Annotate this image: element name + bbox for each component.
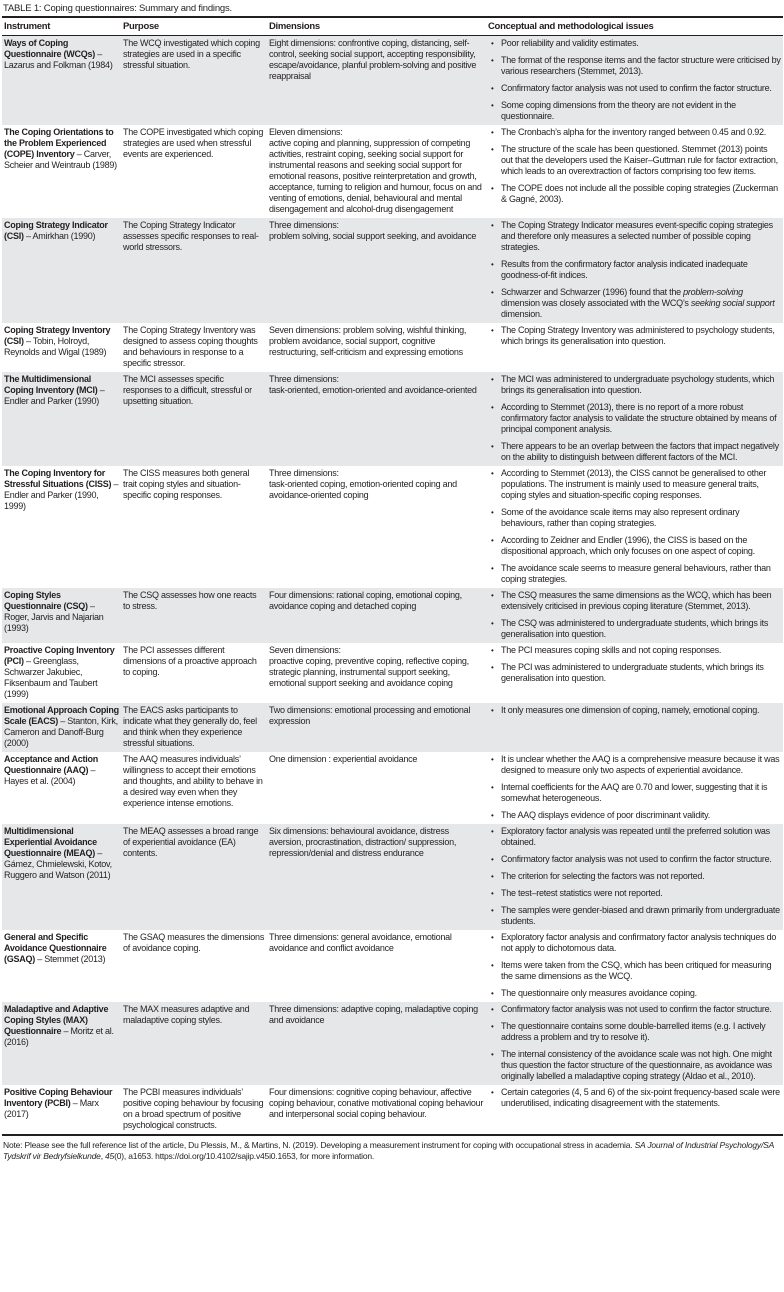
instrument-authors: – Endler and Parker (1990)	[4, 385, 105, 406]
table-title: Coping questionnaires: Summary and findings.	[41, 3, 232, 14]
dimensions-cell: Seven dimensions: proactive coping, preventive coping, reflective coping, strategic planning, instrumental support seeking, emotional support seeking and avoidance coping	[269, 645, 469, 688]
issue-item	[488, 1004, 781, 1015]
table-row	[2, 125, 783, 218]
issue-text: The avoidance scale seems to measure general behaviours, rather than coping strategies.	[501, 563, 771, 584]
dimensions-cell: Three dimensions: task-oriented coping, emotion-oriented coping and avoidance-oriented coping	[269, 468, 457, 500]
issue-text: Items were taken from the CSQ, which has been critiqued for measuring the same dimensions as the WCQ.	[501, 960, 772, 981]
issue-text: The CSQ was administered to undergraduate students, which brings its generalisation into question.	[501, 618, 769, 639]
issue-text: Schwarzer and Schwarzer (1996) found that the	[501, 287, 684, 297]
instrument-authors: – Greenglass, Schwarzer Jakubiec, Fiksenbaum and Taubert (1999)	[4, 656, 98, 699]
issues-cell	[486, 218, 783, 323]
issue-text: Results from the confirmatory factor analysis indicated inadequate goodness-of-fit indices.	[501, 259, 748, 280]
issues-cell	[486, 588, 783, 643]
instrument-cell	[2, 752, 121, 824]
issue-item	[488, 1049, 781, 1082]
instrument-name: The Coping Inventory for Stressful Situations (CISS)	[4, 468, 112, 489]
issue-text: The Coping Strategy Inventory was administered to psychology students, which brings its generalisation into question.	[501, 325, 775, 346]
note-text: ,	[100, 1151, 106, 1161]
issue-text: The samples were gender-biased and drawn primarily from undergraduate students.	[501, 905, 780, 926]
instrument-name: Multidimensional Experiential Avoidance Questionnaire (MEAQ)	[4, 826, 97, 858]
issue-text: The PCI measures coping skills and not coping responses.	[501, 645, 722, 655]
issue-text: The test–retest statistics were not reported.	[501, 888, 663, 898]
table-row	[2, 466, 783, 588]
table-row	[2, 323, 783, 372]
instrument-authors: – Moritz et al. (2016)	[4, 1026, 114, 1047]
issue-item	[488, 535, 781, 557]
issue-text: seeking social support	[690, 298, 775, 308]
table-row	[2, 930, 783, 1002]
instrument-name: Emotional Approach Coping Scale (EACS)	[4, 705, 119, 726]
dimensions-cell: Eight dimensions: confrontive coping, distancing, self-control, seeking social support, accepting responsibility, escape/avoidance, planful problem-solving and positive reappraisal	[267, 36, 486, 126]
issue-text: The Cronbach’s alpha for the inventory ranged between 0.45 and 0.92.	[501, 127, 767, 137]
purpose-cell: The EACS asks participants to indicate what they generally do, feel and think when they experience stressful situations.	[121, 703, 267, 752]
issues-list	[488, 325, 781, 347]
note-text: 45	[105, 1151, 115, 1161]
issue-text: The questionnaire only measures avoidance coping.	[501, 988, 697, 998]
issue-text: It is unclear whether the AAQ is a comprehensive measure because it was designed to measure only two aspects of experiential avoidance.	[501, 754, 780, 775]
issue-text: The internal consistency of the avoidance scale was not high. One might thus question the factor structure of the questionnaire, as avoidance was originally labelled a maladaptive coping strategy (Aldao et al., 2010).	[501, 1049, 772, 1081]
issues-cell	[486, 1002, 783, 1085]
dimensions-cell: Three dimensions: problem solving, social support seeking, and avoidance	[267, 218, 486, 323]
dimensions-cell: Six dimensions: behavioural avoidance, distress aversion, procrastination, distraction/ suppression, repression/denial and distress endurance	[267, 824, 486, 930]
purpose-cell: The Coping Strategy Inventory was designed to assess coping thoughts and behaviours in response to a specific stressor.	[123, 325, 258, 368]
purpose-cell: The CSQ assesses how one reacts to stress.	[121, 588, 267, 643]
issue-item	[488, 507, 781, 529]
dimensions-cell: Four dimensions: rational coping, emotional coping, avoidance coping and detached coping	[267, 588, 486, 643]
issue-item	[488, 590, 781, 612]
issue-item	[488, 287, 781, 320]
issue-text: The questionnaire contains some double-barrelled items (e.g. I actively address a problem and try to resolve it).	[501, 1021, 766, 1042]
instrument-cell	[2, 1085, 121, 1135]
note-text: SA Journal of Industrial Psychology/SA Tydskrif vir Bedryfsielkunde	[3, 1140, 774, 1161]
issue-item	[488, 988, 781, 999]
table-row	[2, 824, 783, 930]
issues-cell	[486, 36, 783, 126]
issues-cell	[486, 1085, 783, 1135]
issues-list	[488, 38, 781, 122]
issue-item	[488, 38, 781, 49]
issue-text: dimension was closely associated with the WCQ’s	[501, 298, 691, 308]
issue-item	[488, 888, 781, 899]
dimensions-cell: Three dimensions: task-oriented, emotion-oriented and avoidance-oriented	[267, 372, 486, 466]
instrument-cell	[2, 466, 121, 588]
instrument-authors: – Hayes et al. (2004)	[4, 765, 96, 786]
table-row	[2, 703, 783, 752]
issues-list	[488, 220, 781, 320]
issue-item	[488, 662, 781, 684]
issue-text: Confirmatory factor analysis was not used to confirm the factor structure.	[501, 83, 772, 93]
instrument-cell	[2, 372, 121, 466]
issue-text: Some of the avoidance scale items may also represent ordinary behaviours, rather than coping strategies.	[501, 507, 740, 528]
issues-cell	[486, 643, 783, 703]
issue-item	[488, 871, 781, 882]
issue-text: Some coping dimensions from the theory are not evident in the questionnaire.	[501, 100, 736, 121]
note-text: (0), a1653. https://doi.org/10.4102/sajip.v45i0.1653, for more information.	[114, 1151, 375, 1161]
instrument-cell	[2, 588, 121, 643]
instrument-name: Acceptance and Action Questionnaire (AAQ)	[4, 754, 98, 775]
instrument-name: Coping Styles Questionnaire (CSQ)	[4, 590, 88, 611]
issue-item	[488, 374, 781, 396]
instrument-cell	[2, 1002, 121, 1085]
purpose-cell: The CISS measures both general trait coping styles and situation-specific coping responses.	[123, 468, 250, 500]
issue-item	[488, 782, 781, 804]
purpose-cell: The MEAQ assesses a broad range of experiential avoidance (EA) contents.	[121, 824, 267, 930]
instrument-name: General and Specific Avoidance Questionnaire (GSAQ)	[4, 932, 107, 964]
instrument-name: Proactive Coping Inventory (PCI)	[4, 645, 115, 666]
header-issues: Conceptual and methodological issues	[486, 17, 783, 36]
issue-text: dimension.	[501, 309, 543, 319]
issues-cell	[486, 323, 783, 372]
issue-item	[488, 183, 781, 205]
issues-list	[488, 590, 781, 640]
issue-text: Poor reliability and validity estimates.	[501, 38, 639, 48]
issues-cell	[486, 466, 783, 588]
issue-item	[488, 932, 781, 954]
dimensions-cell: Three dimensions: general avoidance, emotional avoidance and conflict avoidance	[269, 932, 452, 953]
issue-item	[488, 144, 781, 177]
issue-text: problem-solving	[683, 287, 743, 297]
header-instrument: Instrument	[2, 17, 121, 36]
issues-list	[488, 645, 781, 684]
issues-list	[488, 1087, 781, 1109]
instrument-name: Maladaptive and Adaptive Coping Styles (MAX) Questionnaire	[4, 1004, 109, 1036]
issue-item	[488, 325, 781, 347]
issue-item	[488, 563, 781, 585]
issue-text: The PCI was administered to undergraduate students, which brings its generalisation into question.	[501, 662, 764, 683]
issue-item	[488, 100, 781, 122]
instrument-authors: – Carver, Scheier and Weintraub (1989)	[4, 149, 117, 170]
instrument-cell	[2, 323, 121, 372]
issue-text: The MCI was administered to undergraduate psychology students, which brings its generalisation into question.	[501, 374, 775, 395]
dimensions-cell: Two dimensions: emotional processing and emotional expression	[267, 703, 486, 752]
instrument-authors: – Roger, Jarvis and Najarian (1993)	[4, 601, 104, 633]
instrument-name: The Coping Orientations to the Problem Experienced (COPE) Inventory	[4, 127, 114, 159]
issues-list	[488, 932, 781, 999]
issues-list	[488, 754, 781, 821]
table-body	[2, 36, 783, 1136]
issues-cell	[486, 752, 783, 824]
issue-item	[488, 854, 781, 865]
issue-text: Exploratory factor analysis and confirmatory factor analysis techniques do not apply to dichotomous data.	[501, 932, 777, 953]
instrument-authors: – Endler and Parker (1990, 1999)	[4, 479, 119, 511]
table-row	[2, 588, 783, 643]
issue-text: Certain categories (4, 5 and 6) of the six-point frequency-based scale were underutilised, indicating disagreement with the statements.	[501, 1087, 780, 1108]
instrument-cell	[2, 930, 121, 1002]
instrument-authors: – Amirkhan (1990)	[23, 231, 96, 241]
issue-text: The COPE does not include all the possible coping strategies (Zuckerman & Gagné, 2003).	[501, 183, 778, 204]
issues-cell	[486, 703, 783, 752]
issue-text: The criterion for selecting the factors was not reported.	[501, 871, 705, 881]
note-text: Note: Please see the full reference list of the article, Du Plessis, M., & Martins, N. (2019). Developing a measurement instrument for coping with occupational stress in academia.	[3, 1140, 635, 1150]
issue-text: The structure of the scale has been questioned. Stemmet (2013) points out that the developers used the Kaiser–Guttman rule for factor extraction, which leads to an overextraction of factors comprising too few items.	[501, 144, 778, 176]
issue-text: The AAQ displays evidence of poor discriminant validity.	[501, 810, 710, 820]
instrument-authors: – Tobin, Holroyd, Reynolds and Wigal (1989)	[4, 336, 107, 357]
issues-list	[488, 1004, 781, 1082]
issue-text: Confirmatory factor analysis was not used to confirm the factor structure.	[501, 1004, 772, 1014]
purpose-cell: The COPE investigated which coping strategies are used when stressful events are experienced.	[123, 127, 264, 159]
issues-list	[488, 468, 781, 585]
header-purpose: Purpose	[121, 17, 267, 36]
issue-item	[488, 468, 781, 501]
purpose-cell: The MAX measures adaptive and maladaptive coping styles.	[121, 1002, 267, 1085]
issue-item	[488, 905, 781, 927]
header-row	[2, 17, 783, 36]
issue-item	[488, 960, 781, 982]
issues-cell	[486, 125, 783, 218]
dimensions-cell: One dimension : experiential avoidance	[269, 754, 418, 764]
instrument-authors: – Lazarus and Folkman (1984)	[4, 49, 113, 70]
issue-text: Confirmatory factor analysis was not used to confirm the factor structure.	[501, 854, 772, 864]
issue-item	[488, 618, 781, 640]
table-caption	[0, 0, 784, 16]
instrument-cell	[2, 36, 121, 126]
issue-text: There appears to be an overlap between the factors that impact negatively on the ability to distinguish between different factors of the MCI.	[501, 441, 779, 462]
issue-item	[488, 1087, 781, 1109]
issue-item	[488, 441, 781, 463]
issues-list	[488, 705, 781, 716]
issues-list	[488, 127, 781, 205]
instrument-name: Ways of Coping Questionnaire (WCQs)	[4, 38, 96, 59]
purpose-cell: The PCBI measures individuals’ positive coping behaviour by focusing on a broad spectrum of positive psychological constructs.	[123, 1087, 264, 1130]
issue-item	[488, 83, 781, 94]
purpose-cell: The GSAQ measures the dimensions of avoidance coping.	[123, 932, 265, 953]
purpose-cell: The MCI assesses specific responses to a difficult, stressful or upsetting situation.	[121, 372, 267, 466]
issue-text: The format of the response items and the factor structure were criticised by various researchers (Stemmet, 2013).	[501, 55, 781, 76]
issue-item	[488, 259, 781, 281]
issue-text: Internal coefficients for the AAQ are 0.70 and lower, suggesting that it is somewhat heterogeneous.	[501, 782, 768, 803]
instrument-name: Positive Coping Behaviour Inventory (PCBI)	[4, 1087, 113, 1108]
issue-item	[488, 705, 781, 716]
table-row	[2, 372, 783, 466]
issue-text: According to Stemmet (2013), there is no report of a more robust confirmatory factor analysis to validate the structure obtained by means of principal component analysis.	[501, 402, 777, 434]
issue-item	[488, 754, 781, 776]
purpose-cell: The Coping Strategy Indicator assesses specific responses to real-world stressors.	[121, 218, 267, 323]
instrument-authors: – Stanton, Kirk, Cameron and Danoff-Burg (2000)	[4, 716, 118, 748]
instrument-cell	[2, 218, 121, 323]
table-row	[2, 643, 783, 703]
table-row	[2, 752, 783, 824]
instrument-cell	[2, 703, 121, 752]
issue-text: According to Zeidner and Endler (1996), the CISS is based on the dispositional approach, which only focuses on one aspect of coping.	[501, 535, 755, 556]
table-row	[2, 1002, 783, 1085]
instrument-cell	[2, 125, 121, 218]
instrument-name: The Multidimensional Coping Inventory (MCI)	[4, 374, 98, 395]
issue-item	[488, 1021, 781, 1043]
coping-questionnaires-table	[2, 16, 783, 1136]
issue-item	[488, 55, 781, 77]
table-row	[2, 218, 783, 323]
issue-item	[488, 220, 781, 253]
table-note	[0, 1136, 784, 1166]
table-row	[2, 1085, 783, 1135]
issue-item	[488, 127, 781, 138]
issue-text: The Coping Strategy Indicator measures event-specific coping strategies and therefore only measures a selected number of possible coping strategies.	[501, 220, 773, 252]
dimensions-cell: Four dimensions: cognitive coping behaviour, affective coping behaviour, conative motivational coping behaviour and interpersonal social coping behaviour.	[269, 1087, 484, 1119]
instrument-authors: – Gámez, Chmielewski, Kotov, Ruggero and Watson (2011)	[4, 848, 112, 880]
instrument-cell	[2, 824, 121, 930]
issue-text: It only measures one dimension of coping, namely, emotional coping.	[501, 705, 760, 715]
issue-text: The CSQ measures the same dimensions as the WCQ, which has been extensively criticised in previous coping literature (Stemmet, 2013).	[501, 590, 772, 611]
issue-item	[488, 810, 781, 821]
purpose-cell: The AAQ measures individuals’ willingness to accept their emotions and thoughts, and ability to behave in a desired way even when they experience intense emotions.	[123, 754, 263, 808]
issue-text: According to Stemmet (2013), the CISS cannot be generalised to other populations. The instrument is mainly used to measure general traits, coping styles and situation-specific coping responses.	[501, 468, 767, 500]
dimensions-cell: Eleven dimensions: active coping and planning, suppression of competing activities, restraint coping, seeking social support for instrumental reasons and seeking social support for emotional reasons, positive reinterpretation and growth, acceptance, turning to religion and humour, focus on and venting of emotions, denial, behavioural and mental disengagement and alcohol-drug disengagement	[269, 127, 482, 214]
issue-item	[488, 645, 781, 656]
table-row	[2, 36, 783, 126]
issue-item	[488, 826, 781, 848]
header-dimensions: Dimensions	[267, 17, 486, 36]
purpose-cell: The PCI assesses different dimensions of a proactive approach to coping.	[123, 645, 257, 677]
instrument-cell	[2, 643, 121, 703]
instrument-name: Coping Strategy Indicator (CSI)	[4, 220, 108, 241]
issue-text: Exploratory factor analysis was repeated until the preferred solution was obtained.	[501, 826, 770, 847]
issues-cell	[486, 372, 783, 466]
issues-list	[488, 374, 781, 463]
issues-cell	[486, 824, 783, 930]
issues-list	[488, 826, 781, 927]
dimensions-cell: Three dimensions: adaptive coping, maladaptive coping and avoidance	[267, 1002, 486, 1085]
issue-item	[488, 402, 781, 435]
purpose-cell: The WCQ investigated which coping strategies are used in a specific stressful situation.	[121, 36, 267, 126]
table-label: TABLE 1:	[3, 3, 42, 14]
instrument-name: Coping Strategy Inventory (CSI)	[4, 325, 111, 346]
dimensions-cell: Seven dimensions: problem solving, wishful thinking, problem avoidance, social support, cognitive restructuring, self-criticism and expressing emotions	[269, 325, 467, 357]
instrument-authors: – Marx (2017)	[4, 1098, 99, 1119]
instrument-authors: – Stemmet (2013)	[35, 954, 106, 964]
issues-cell	[486, 930, 783, 1002]
